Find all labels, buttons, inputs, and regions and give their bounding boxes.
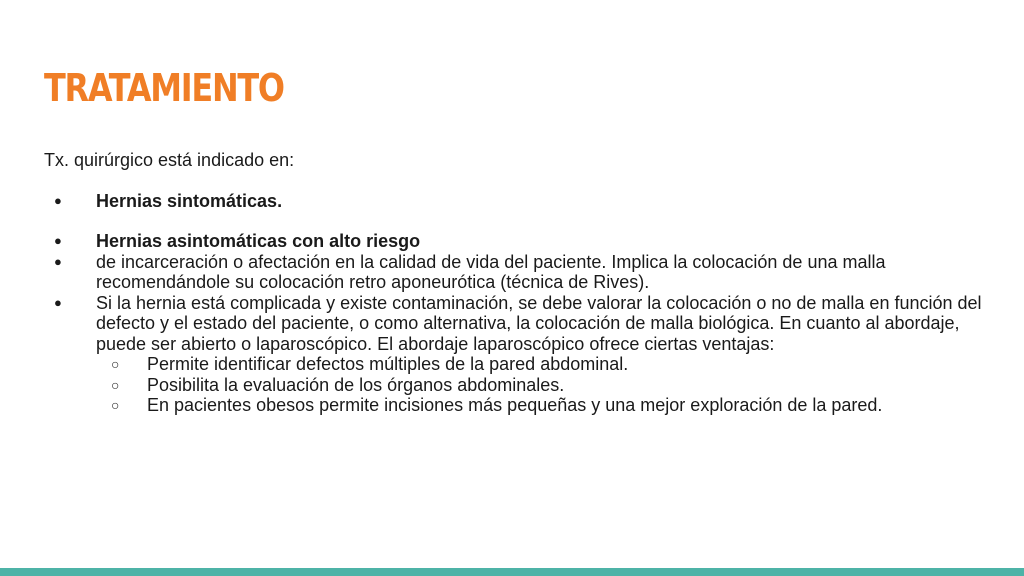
bottom-accent-bar: [0, 568, 1024, 576]
slide-body: [44, 150, 994, 416]
sub-list-item: [96, 395, 994, 416]
slide-title: TRATAMIENTO: [44, 66, 284, 110]
sub-bullet-list: [96, 354, 994, 416]
list-item-text: Si la hernia está complicada y existe contaminación, se debe valorar la colocación o no de malla en función del defecto y el estado del paciente, o como alternativa, la colocación de malla biológica. En cuanto al abordaje, puede ser abierto o laparoscópico. El abordaje laparoscópico ofrece ciertas ventajas:: [96, 292, 982, 354]
hollow-circle-icon: ○: [111, 376, 120, 393]
bullet-dot-icon: ●: [54, 192, 62, 208]
list-item-text: Hernias asintomáticas con alto riesgo: [96, 231, 421, 251]
list-item-text: de incarceración o afectación en la calidad de vida del paciente. Implica la colocación de una malla recomendándole su colocación retro aponeurótica (técnica de Rives).: [96, 251, 886, 292]
hollow-circle-icon: ○: [111, 397, 120, 413]
bullet-dot-icon: ●: [54, 233, 62, 248]
bullet-list: [44, 191, 994, 416]
list-item: [44, 191, 994, 212]
sub-list-item: [96, 354, 994, 375]
intro-text: Tx. quirúrgico está indicado en:: [44, 150, 295, 170]
list-item-text: Hernias sintomáticas.: [96, 190, 283, 211]
list-item: [44, 231, 994, 252]
list-item: [44, 293, 994, 416]
sub-list-item: [96, 375, 994, 396]
sub-list-item-text: En pacientes obesos permite incisiones más pequeñas y una mejor exploración de la pared.: [147, 395, 883, 415]
hollow-circle-icon: ○: [111, 356, 120, 372]
bullet-dot-icon: ●: [54, 253, 62, 269]
bullet-dot-icon: ●: [54, 294, 62, 310]
sub-list-item-text: Permite identificar defectos múltiples de la pared abdominal.: [147, 354, 629, 374]
sub-list-item-text: Posibilita la evaluación de los órganos abdominales.: [147, 374, 565, 395]
list-item: [44, 252, 994, 293]
